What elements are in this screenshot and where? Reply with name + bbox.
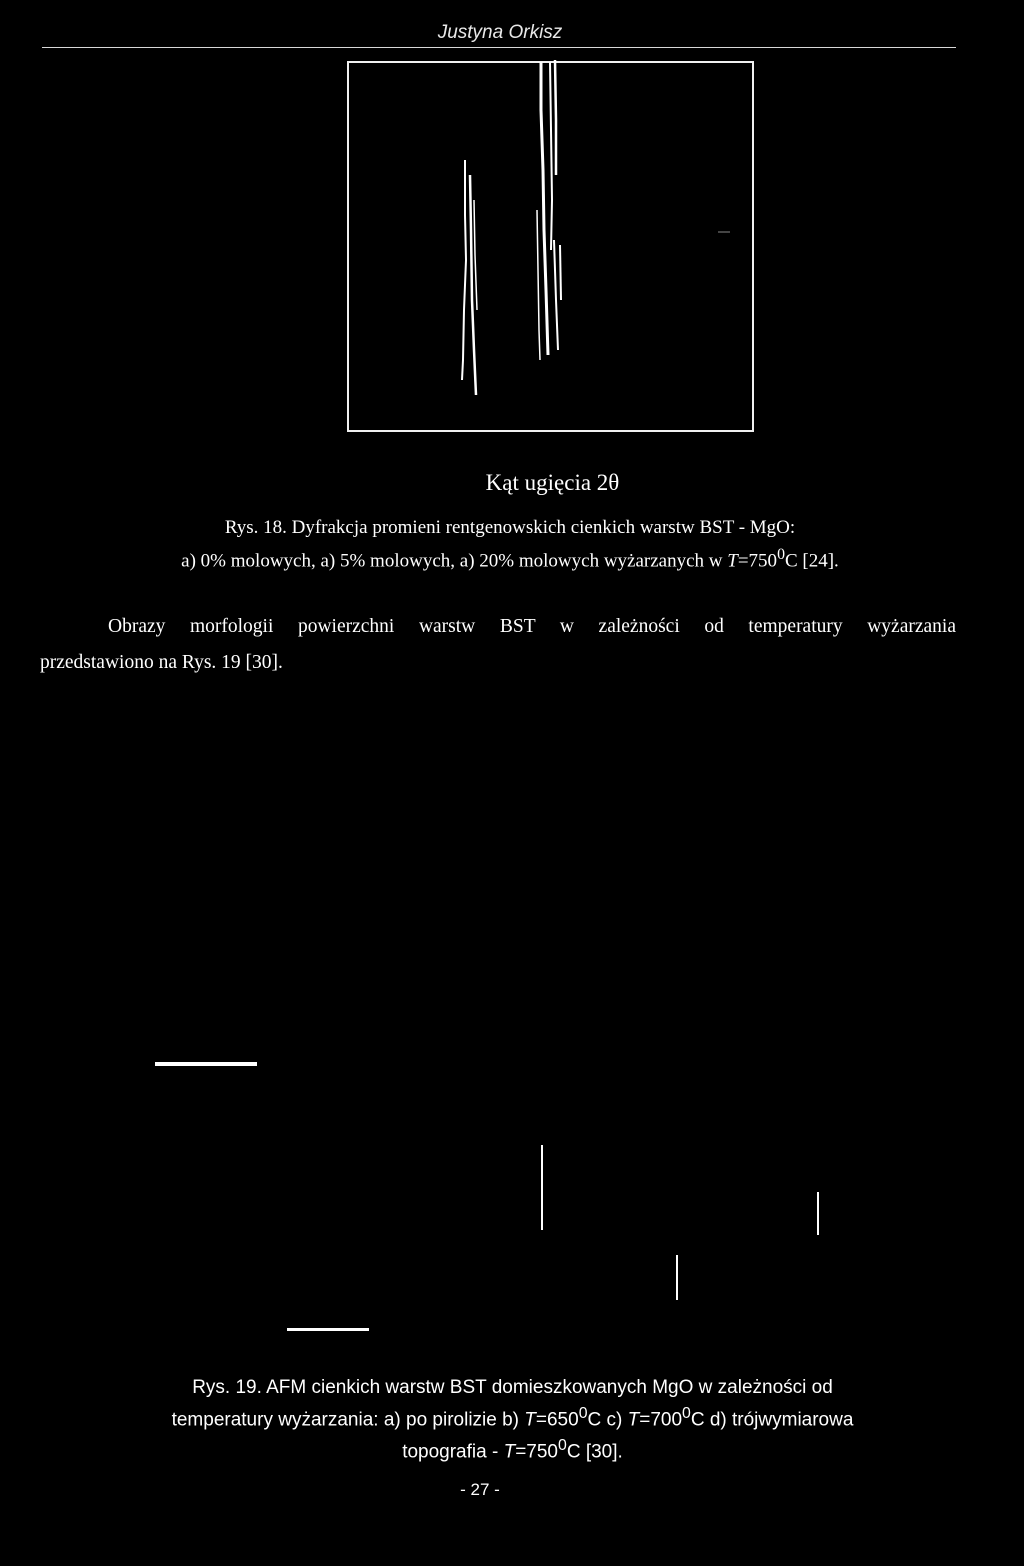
caption-text: topografia -	[402, 1441, 504, 1463]
caption-text: C c)	[587, 1409, 628, 1431]
caption-text: C d) trójwymiarowa	[690, 1409, 854, 1431]
caption-text: temperatury wyżarzania: a) po pirolizie b)	[171, 1409, 525, 1431]
temperature-symbol: T	[503, 1441, 516, 1463]
afm-scalebar-bottom	[287, 1328, 369, 1331]
xrd-axis-title: Kąt ugięcia 2θ	[485, 470, 620, 495]
caption-text: C [30].	[566, 1441, 623, 1463]
temperature-value: =750	[737, 550, 778, 572]
running-header-author: Justyna Orkisz	[437, 22, 563, 43]
body-paragraph-line1: Obrazy morfologii powierzchni warstw BST w zależności od temperatury wyżarzania	[108, 616, 956, 637]
figure19-caption	[60, 1375, 965, 1466]
temperature-value: =650	[535, 1409, 579, 1431]
degree-superscript: 0	[578, 1405, 588, 1422]
figure19-caption-line3	[60, 1433, 965, 1465]
figure19-caption-line1: Rys. 19. AFM cienkich warstw BST domieszkowanych MgO w zależności od	[192, 1377, 833, 1398]
figure19-caption-line2	[60, 1401, 965, 1433]
temperature-value: =700	[639, 1409, 683, 1431]
caption-text: C [24].	[784, 550, 839, 572]
temperature-symbol: T	[627, 1409, 640, 1431]
temperature-symbol: T	[727, 550, 738, 572]
figure18-caption-line1: Rys. 18. Dyfrakcja promieni rentgenowskich cienkich warstw BST - MgO:	[224, 517, 796, 538]
caption-text: a) 0% molowych, a) 5% molowych, a) 20% molowych wyżarzanych w	[181, 550, 728, 572]
temperature-symbol: T	[524, 1409, 536, 1431]
body-paragraph-line2: przedstawiono na Rys. 19 [30].	[40, 652, 283, 673]
degree-superscript: 0	[682, 1405, 691, 1422]
temperature-value: =750	[515, 1441, 558, 1463]
degree-superscript: 0	[558, 1437, 567, 1455]
page-number: - 27 -	[460, 1480, 500, 1499]
afm-scalebar-top	[155, 1062, 257, 1066]
degree-superscript: 0	[777, 546, 785, 563]
